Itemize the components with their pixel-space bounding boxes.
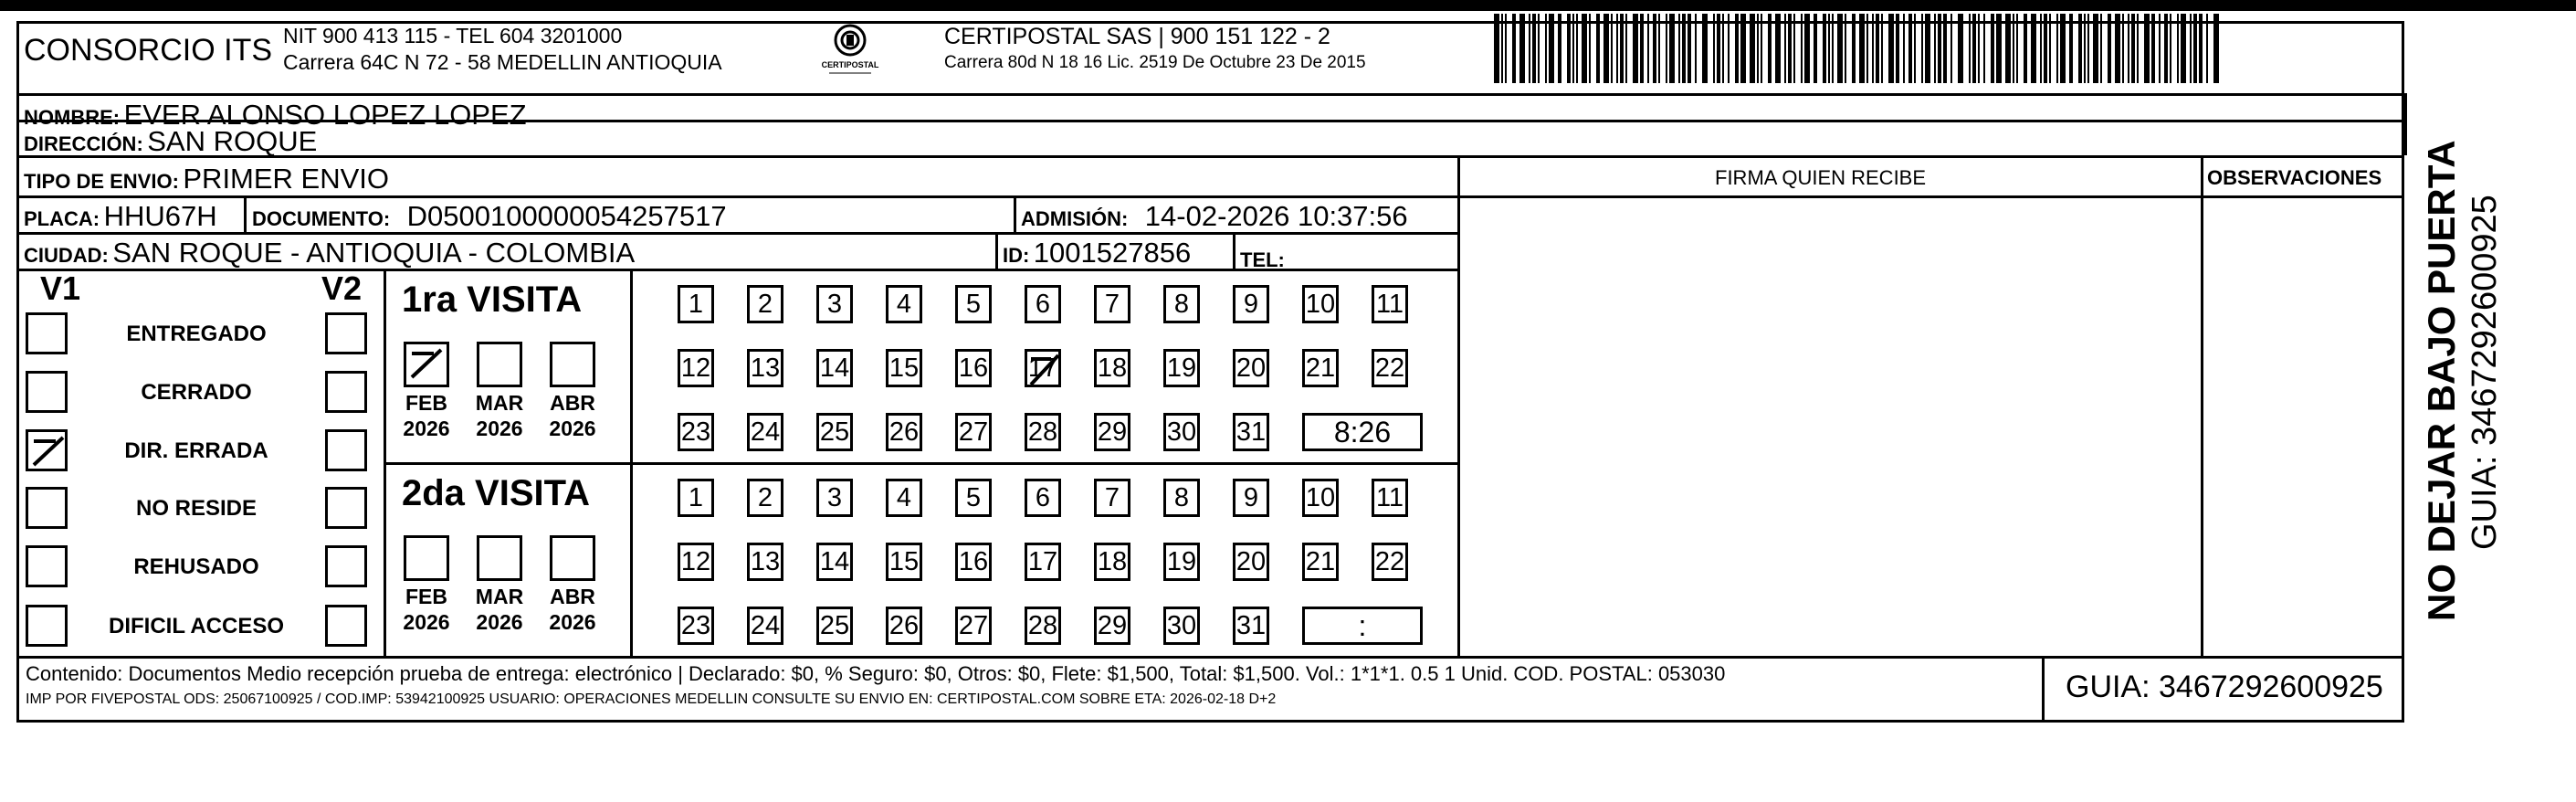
day-checkbox[interactable]: 10 xyxy=(1302,479,1339,517)
day-checkbox[interactable]: 6 xyxy=(1025,285,1061,323)
carrier-name: CERTIPOSTAL SAS | 900 151 122 - 2 xyxy=(944,24,1330,49)
day-checkbox[interactable]: 25 xyxy=(816,413,853,451)
v2-checkbox[interactable] xyxy=(325,605,367,647)
svg-text:CERTIPOSTAL: CERTIPOSTAL xyxy=(821,60,879,69)
admision-cell: ADMISIÓN: 14-02-2026 10:37:56 xyxy=(1021,200,1408,232)
company-name: CONSORCIO ITS xyxy=(24,33,273,68)
day-checkbox[interactable]: 13 xyxy=(747,349,783,387)
day-checkbox[interactable]: 2 xyxy=(747,479,783,517)
day-checkbox[interactable]: 5 xyxy=(955,479,992,517)
day-checkbox[interactable]: 12 xyxy=(678,543,714,581)
day-checkbox[interactable]: 7 xyxy=(1094,285,1130,323)
day-checkbox[interactable]: 21 xyxy=(1302,543,1339,581)
side-guia: GUIA: 3467292600925 xyxy=(2466,195,2504,550)
footer-guia: GUIA: 3467292600925 xyxy=(2066,670,2383,704)
day-checkbox[interactable]: 12 xyxy=(678,349,714,387)
id-value: 1001527856 xyxy=(1033,237,1192,269)
month-checkbox[interactable] xyxy=(477,342,522,387)
v1-header: V1 xyxy=(40,269,81,307)
day-checkbox[interactable]: 19 xyxy=(1163,543,1200,581)
v2-checkbox[interactable] xyxy=(325,371,367,413)
month-checkbox[interactable] xyxy=(477,535,522,581)
day-checkbox[interactable]: 31 xyxy=(1233,413,1269,451)
day-checkbox[interactable]: 29 xyxy=(1094,413,1130,451)
day-checkbox[interactable]: 18 xyxy=(1094,543,1130,581)
day-checkbox[interactable]: 6 xyxy=(1025,479,1061,517)
v1-checkbox[interactable] xyxy=(26,371,68,413)
day-checkbox[interactable]: 11 xyxy=(1372,479,1408,517)
day-checkbox[interactable]: 8 xyxy=(1163,479,1200,517)
day-checkbox[interactable]: 5 xyxy=(955,285,992,323)
v1-checkbox[interactable] xyxy=(26,487,68,529)
day-checkbox[interactable]: 19 xyxy=(1163,349,1200,387)
month-label: ABR 2026 xyxy=(549,585,596,634)
day-checkbox[interactable]: 10 xyxy=(1302,285,1339,323)
carrier-license: Carrera 80d N 18 16 Lic. 2519 De Octubre 23 De 2015 xyxy=(944,53,1366,72)
time-field[interactable]: 8:26 xyxy=(1302,413,1423,451)
visit-title: 2da VISITA xyxy=(402,473,590,513)
day-checkbox[interactable]: 20 xyxy=(1233,543,1269,581)
month-label: ABR 2026 xyxy=(549,391,596,440)
month-label: FEB 2026 xyxy=(403,585,450,634)
documento-value: D0500100000054257517 xyxy=(406,200,727,232)
day-checkbox[interactable]: 8 xyxy=(1163,285,1200,323)
time-field[interactable]: : xyxy=(1302,607,1423,645)
month-checkbox[interactable] xyxy=(404,342,449,387)
v2-header: V2 xyxy=(321,269,363,307)
day-checkbox[interactable]: 28 xyxy=(1025,607,1061,645)
day-checkbox[interactable]: 3 xyxy=(816,479,853,517)
status-label: CERRADO xyxy=(141,380,252,405)
v1-checkbox[interactable] xyxy=(26,312,68,354)
direccion-value: SAN ROQUE xyxy=(147,125,318,157)
ciudad-value: SAN ROQUE - ANTIOQUIA - COLOMBIA xyxy=(112,237,636,269)
day-checkbox[interactable]: 23 xyxy=(678,607,714,645)
ciudad-cell: CIUDAD: SAN ROQUE - ANTIOQUIA - COLOMBIA xyxy=(24,237,636,269)
impresion-text: IMP POR FIVEPOSTAL ODS: 25067100925 / COD.IMP: 53942100925 USUARIO: OPERACIONES MEDELLIN CONSULTE SU ENVIO EN: CERTIPOSTAL.COM SOBRE ETA: 2026-02-18 D+2 xyxy=(26,691,1277,707)
day-checkbox[interactable]: 21 xyxy=(1302,349,1339,387)
tel-cell: TEL: xyxy=(1240,248,1285,271)
month-checkbox[interactable] xyxy=(550,342,595,387)
day-checkbox[interactable]: 11 xyxy=(1372,285,1408,323)
day-checkbox[interactable]: 1 xyxy=(678,479,714,517)
day-checkbox[interactable]: 9 xyxy=(1233,285,1269,323)
placa-cell: PLACA: HHU67H xyxy=(24,200,217,232)
day-checkbox[interactable]: 20 xyxy=(1233,349,1269,387)
day-checkbox[interactable]: 2 xyxy=(747,285,783,323)
day-checkbox[interactable]: 7 xyxy=(1094,479,1130,517)
v2-checkbox[interactable] xyxy=(325,487,367,529)
side-warning: NO DEJAR BAJO PUERTA xyxy=(2420,140,2463,621)
status-label: NO RESIDE xyxy=(135,496,258,521)
day-checkbox[interactable]: 28 xyxy=(1025,413,1061,451)
day-checkbox[interactable]: 30 xyxy=(1163,413,1200,451)
status-label: DIFICIL ACCESO xyxy=(108,614,284,638)
day-checkbox[interactable]: 26 xyxy=(886,607,922,645)
nombre-row: NOMBRE: EVER ALONSO LOPEZ LOPEZ xyxy=(24,99,527,131)
v2-checkbox[interactable] xyxy=(325,545,367,587)
contenido-text: Contenido: Documentos Medio recepción prueba de entrega: electrónico | Declarado: $0, % Seguro: $0, Otros: $0, Flete: $1,500, Total: $1,500. Vol.: 1*1*1. 0.5 1 Unid. COD. POSTAL: 053030 xyxy=(26,662,1726,685)
day-checkbox[interactable]: 14 xyxy=(816,349,853,387)
day-checkbox[interactable]: 29 xyxy=(1094,607,1130,645)
v1-checkbox[interactable] xyxy=(26,605,68,647)
observaciones-header: OBSERVACIONES xyxy=(2207,166,2382,189)
placa-value: HHU67H xyxy=(103,200,217,232)
day-checkbox[interactable]: 16 xyxy=(955,543,992,581)
day-checkbox[interactable]: 25 xyxy=(816,607,853,645)
v2-checkbox[interactable] xyxy=(325,312,367,354)
day-checkbox[interactable]: 3 xyxy=(816,285,853,323)
day-checkbox[interactable]: 15 xyxy=(886,543,922,581)
day-checkbox[interactable]: 24 xyxy=(747,413,783,451)
month-label: MAR 2026 xyxy=(475,391,524,440)
day-checkbox[interactable]: 17 xyxy=(1025,543,1061,581)
status-label: DIR. ERRADA xyxy=(124,438,268,463)
day-checkbox[interactable]: 4 xyxy=(886,285,922,323)
company-nit: NIT 900 413 115 - TEL 604 3201000 xyxy=(283,24,623,47)
day-checkbox[interactable]: 27 xyxy=(955,607,992,645)
id-cell: ID: 1001527856 xyxy=(1003,237,1192,269)
status-label: REHUSADO xyxy=(133,554,259,579)
day-checkbox[interactable]: 4 xyxy=(886,479,922,517)
tipo-envio-value: PRIMER ENVIO xyxy=(183,163,390,195)
top-border xyxy=(0,0,2576,11)
day-checkbox[interactable]: 30 xyxy=(1163,607,1200,645)
v1-checkbox[interactable] xyxy=(26,545,68,587)
nombre-value: EVER ALONSO LOPEZ LOPEZ xyxy=(123,99,527,131)
day-checkbox[interactable]: 13 xyxy=(747,543,783,581)
day-checkbox[interactable]: 14 xyxy=(816,543,853,581)
visit-title: 1ra VISITA xyxy=(402,280,583,320)
day-checkbox[interactable]: 17 xyxy=(1025,349,1061,387)
month-checkbox[interactable] xyxy=(404,535,449,581)
day-checkbox[interactable]: 18 xyxy=(1094,349,1130,387)
firma-header: FIRMA QUIEN RECIBE xyxy=(1715,166,1927,189)
day-checkbox[interactable]: 23 xyxy=(678,413,714,451)
day-checkbox[interactable]: 15 xyxy=(886,349,922,387)
month-label: FEB 2026 xyxy=(403,391,450,440)
day-checkbox[interactable]: 24 xyxy=(747,607,783,645)
day-checkbox[interactable]: 22 xyxy=(1372,349,1408,387)
month-checkbox[interactable] xyxy=(550,535,595,581)
v2-checkbox[interactable] xyxy=(325,429,367,471)
documento-cell: DOCUMENTO: D0500100000054257517 xyxy=(252,200,727,232)
admision-value: 14-02-2026 10:37:56 xyxy=(1144,200,1408,232)
company-address: Carrera 64C N 72 - 58 MEDELLIN ANTIOQUIA xyxy=(283,50,722,74)
day-checkbox[interactable]: 9 xyxy=(1233,479,1269,517)
day-checkbox[interactable]: 16 xyxy=(955,349,992,387)
tipo-envio-row: TIPO DE ENVIO: PRIMER ENVIO xyxy=(24,163,390,195)
day-checkbox[interactable]: 27 xyxy=(955,413,992,451)
day-checkbox[interactable]: 22 xyxy=(1372,543,1408,581)
month-label: MAR 2026 xyxy=(475,585,524,634)
day-checkbox[interactable]: 31 xyxy=(1233,607,1269,645)
status-label: ENTREGADO xyxy=(126,322,267,346)
v1-checkbox[interactable] xyxy=(26,429,68,471)
day-checkbox[interactable]: 26 xyxy=(886,413,922,451)
day-checkbox[interactable]: 1 xyxy=(678,285,714,323)
direccion-row: DIRECCIÓN: SAN ROQUE xyxy=(24,125,318,157)
